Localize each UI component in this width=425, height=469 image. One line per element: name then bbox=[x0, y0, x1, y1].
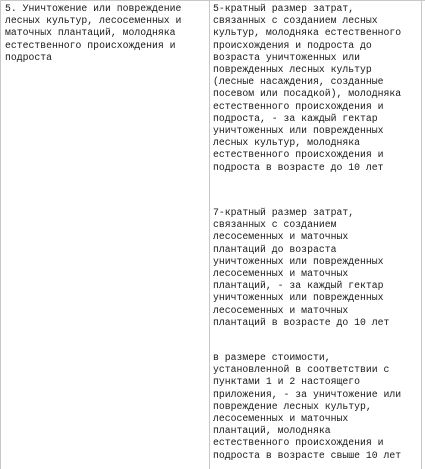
table-left-border bbox=[0, 0, 1, 469]
table-right-border bbox=[421, 0, 422, 469]
penalty-paragraph-2: 7-кратный размер затрат, связанных с созданием лесосеменных и маточных плантаций до возраста уничтоженных или поврежденных лесосеменных и маточных плантаций, - за каждый гектар уничтоженных или поврежденных лесосеменных и маточных плантаций в возрасте до 10 лет bbox=[213, 207, 390, 328]
penalty-paragraph-1: 5-кратный размер затрат, связанных с созданием лесных культур, молодняка естественного происхождения и подроста до возраста уничтоженных или поврежденных лесных культур (лесные насаждения, созданные посевом или посадкой), молодняка естественного происхождения и подроста, - за каждый гектар уничтоженных или поврежденных лесных культур, молодняка естественного происхождения и подроста в возрасте до 10 лет bbox=[213, 3, 402, 173]
violation-description-cell: 5. Уничтожение или повреждение лесных культур, лесосеменных и маточных плантаций, молодняка естественного происхождения и подроста bbox=[5, 3, 182, 63]
penalty-paragraph-3: в размере стоимости, установленной в соответствии с пунктами 1 и 2 настоящего приложения, - за уничтожение или повреждение лесных культур, лесосеменных и маточных плантаций, молодняка естественного происхождения и подроста в возрасте свыше 10 лет bbox=[213, 352, 402, 461]
table-top-border bbox=[0, 0, 425, 1]
column-divider bbox=[209, 0, 210, 469]
